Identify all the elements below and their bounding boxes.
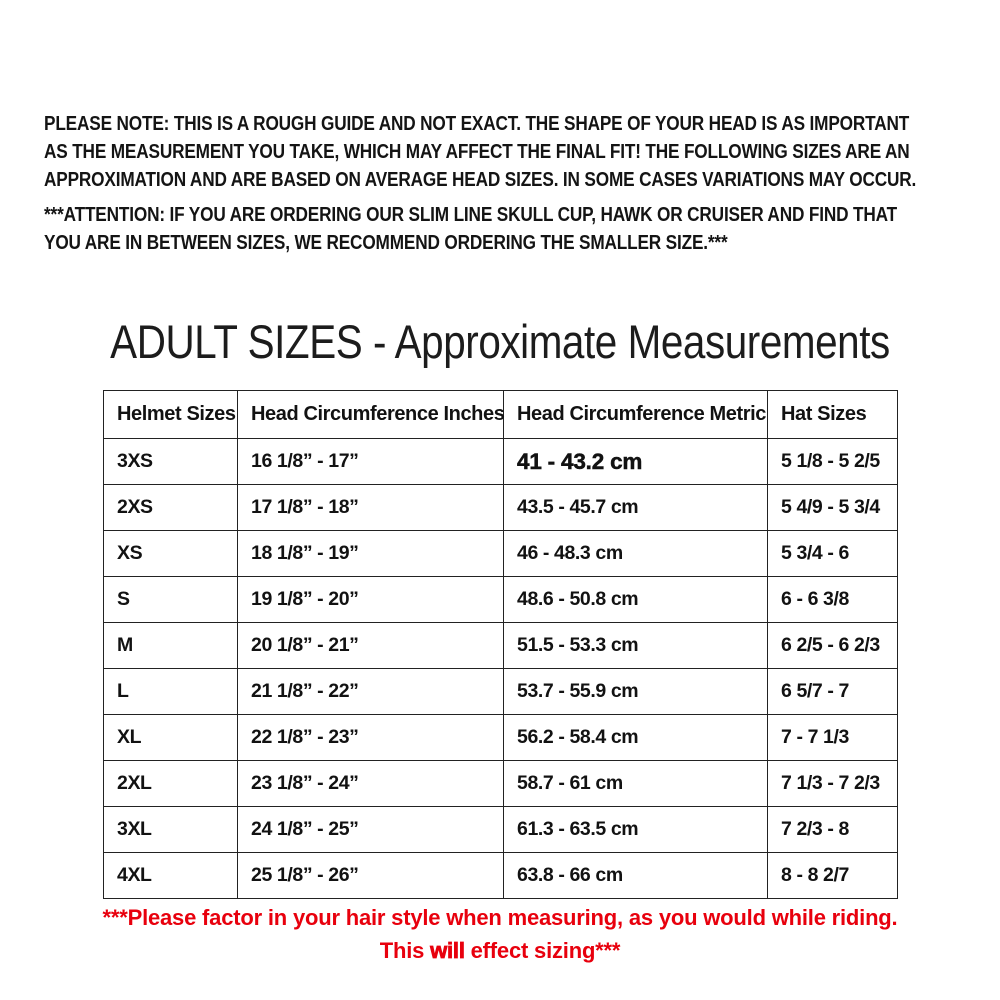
attention-line: YOU ARE IN BETWEEN SIZES, WE RECOMMEND ORDERING THE SMALLER SIZE.*** [44, 231, 728, 254]
cell-inches: 23 1/8” - 24” [238, 761, 504, 807]
cell-metric: 48.6 - 50.8 cm [504, 577, 768, 623]
table-row [104, 577, 898, 623]
cell-metric: 46 - 48.3 cm [504, 531, 768, 577]
cell-hat: 6 5/7 - 7 [768, 669, 898, 715]
size-chart-table [103, 390, 898, 899]
cell-inches: 17 1/8” - 18” [238, 485, 504, 531]
cell-size: 2XL [104, 761, 238, 807]
cell-metric: 51.5 - 53.3 cm [504, 623, 768, 669]
table-row [104, 623, 898, 669]
cell-metric: 43.5 - 45.7 cm [504, 485, 768, 531]
table-row [104, 439, 898, 485]
cell-hat: 5 3/4 - 6 [768, 531, 898, 577]
cell-size: 4XL [104, 853, 238, 899]
cell-size: XS [104, 531, 238, 577]
cell-size: 3XS [104, 439, 238, 485]
table-row [104, 761, 898, 807]
cell-hat: 6 2/5 - 6 2/3 [768, 623, 898, 669]
warning-line2-post: effect sizing*** [464, 938, 621, 963]
please-note-line: AS THE MEASUREMENT YOU TAKE, WHICH MAY AFFECT THE FINAL FIT! THE FOLLOWING SIZES ARE AN [44, 140, 910, 163]
cell-hat: 5 4/9 - 5 3/4 [768, 485, 898, 531]
table-row [104, 715, 898, 761]
cell-size: XL [104, 715, 238, 761]
cell-metric: 53.7 - 55.9 cm [504, 669, 768, 715]
table-row [104, 807, 898, 853]
hair-style-warning-line1: ***Please factor in your hair style when measuring, as you would while riding. [102, 905, 898, 930]
cell-hat: 8 - 8 2/7 [768, 853, 898, 899]
cell-metric: 56.2 - 58.4 cm [504, 715, 768, 761]
cell-inches: 21 1/8” - 22” [238, 669, 504, 715]
cell-hat: 7 2/3 - 8 [768, 807, 898, 853]
hair-style-warning [0, 901, 1000, 967]
header-circumference-inches: Head Circumference Inches [238, 391, 504, 439]
cell-hat: 7 1/3 - 7 2/3 [768, 761, 898, 807]
table-row [104, 531, 898, 577]
cell-inches: 16 1/8” - 17” [238, 439, 504, 485]
cell-inches: 19 1/8” - 20” [238, 577, 504, 623]
cell-metric: 58.7 - 61 cm [504, 761, 768, 807]
warning-line2-pre: This [379, 938, 431, 963]
cell-hat: 6 - 6 3/8 [768, 577, 898, 623]
cell-hat: 7 - 7 1/3 [768, 715, 898, 761]
header-hat-sizes: Hat Sizes [768, 391, 898, 439]
cell-metric: 61.3 - 63.5 cm [504, 807, 768, 853]
attention-paragraph [44, 201, 897, 257]
cell-inches: 20 1/8” - 21” [238, 623, 504, 669]
cell-hat: 5 1/8 - 5 2/5 [768, 439, 898, 485]
cell-size: L [104, 669, 238, 715]
header-helmet-sizes: Helmet Sizes [104, 391, 238, 439]
cell-metric: 63.8 - 66 cm [504, 853, 768, 899]
section-title-wrap [70, 316, 930, 368]
cell-size: S [104, 577, 238, 623]
table-row [104, 485, 898, 531]
page-title: ADULT SIZES - Approximate Measurements [110, 315, 890, 368]
please-note-line: PLEASE NOTE: THIS IS A ROUGH GUIDE AND NOT EXACT. THE SHAPE OF YOUR HEAD IS AS IMPORTANT [44, 112, 910, 135]
table-row [104, 669, 898, 715]
attention-line: ***ATTENTION: IF YOU ARE ORDERING OUR SLIM LINE SKULL CUP, HAWK OR CRUISER AND FIND THAT [44, 203, 897, 226]
header-circumference-metric: Head Circumference Metric [504, 391, 768, 439]
please-note-line: APPROXIMATION AND ARE BASED ON AVERAGE HEAD SIZES. IN SOME CASES VARIATIONS MAY OCCUR. [44, 168, 917, 191]
table-header-row [104, 391, 898, 439]
hair-style-warning-line2 [0, 934, 1000, 967]
warning-line2-bold-will: will [430, 938, 465, 963]
cell-size: 3XL [104, 807, 238, 853]
cell-inches: 22 1/8” - 23” [238, 715, 504, 761]
cell-inches: 24 1/8” - 25” [238, 807, 504, 853]
cell-size: 2XS [104, 485, 238, 531]
cell-inches: 25 1/8” - 26” [238, 853, 504, 899]
please-note-paragraph [44, 110, 916, 194]
cell-size: M [104, 623, 238, 669]
cell-inches: 18 1/8” - 19” [238, 531, 504, 577]
table-row [104, 853, 898, 899]
cell-metric: 41 - 43.2 cm [504, 439, 768, 485]
